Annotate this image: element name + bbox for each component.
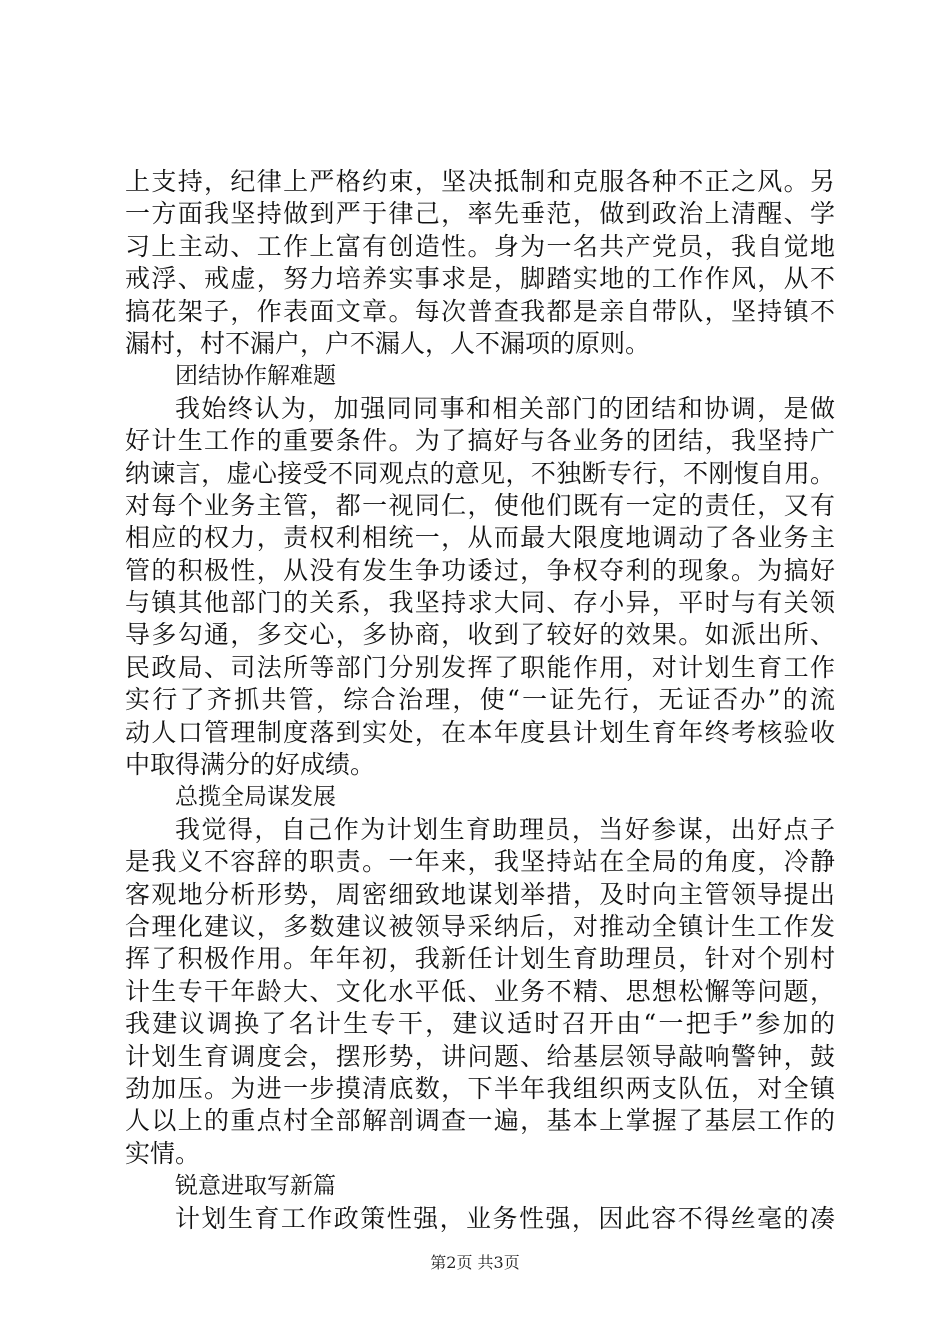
paragraph-line: 计划生育调度会，摆形势，讲问题、给基层领导敲响警钟，鼓 [125, 1041, 835, 1071]
paragraph-line: 相应的权力，责权利相统一，从而最大限度地调动了各业务主 [125, 523, 835, 553]
body-paragraph [125, 1203, 835, 1235]
page-footer: 第2页 共3页 [430, 1253, 520, 1272]
paragraph-line: 中取得满分的好成绩。 [125, 750, 376, 780]
section-heading [125, 781, 835, 813]
body-paragraph [125, 814, 835, 1170]
paragraph-line: 客观地分析形势，周密细致地谋划举措，及时向主管领导提出 [125, 879, 835, 909]
paragraph-line: 漏村，村不漏户，户不漏人，人不漏项的原则。 [125, 328, 651, 358]
section-heading [125, 360, 835, 392]
paragraph-line: 上支持，纪律上严格约束，坚决抵制和克服各种不正之风。另 [125, 167, 835, 196]
paragraph-line: 与镇其他部门的关系，我坚持求大同、存小异，平时与有关领 [125, 588, 835, 618]
paragraph-line: 合理化建议，多数建议被领导采纳后，对推动全镇计生工作发 [125, 911, 835, 941]
paragraph-line: 计划生育工作政策性强，业务性强，因此容不得丝毫的凑 [175, 1203, 835, 1233]
paragraph-line: 实行了齐抓共管，综合治理，使“一证先行，无证否办”的流 [125, 685, 835, 715]
body-paragraph [125, 166, 835, 360]
paragraph-line: 搞花架子，作表面文章。每次普查我都是亲自带队，坚持镇不 [125, 296, 835, 326]
paragraph-line: 我始终认为，加强同同事和相关部门的团结和协调，是做 [175, 393, 835, 423]
paragraph-line: 动人口管理制度落到实处，在本年度县计划生育年终考核验收 [125, 717, 835, 747]
paragraph-line: 对每个业务主管，都一视同仁，使他们既有一定的责任，又有 [125, 490, 835, 520]
paragraph-line: 戒浮、戒虚，努力培养实事求是，脚踏实地的工作作风，从不 [125, 264, 835, 294]
body-paragraph [125, 393, 835, 782]
paragraph-line: 导多勾通，多交心，多协商，收到了较好的效果。如派出所、 [125, 620, 835, 650]
paragraph-line: 实情。 [125, 1138, 201, 1168]
paragraph-line: 管的积极性，从没有发生争功诿过，争权夺利的现象。为搞好 [125, 555, 835, 585]
paragraph-line: 好计生工作的重要条件。为了搞好与各业务的团结，我坚持广 [125, 426, 835, 456]
document-body [125, 166, 835, 1235]
paragraph-line: 是我义不容辞的职责。一年来，我坚持站在全局的角度，冷静 [125, 847, 835, 877]
paragraph-line: 民政局、司法所等部门分别发挥了职能作用，对计划生育工作 [125, 652, 835, 682]
paragraph-line: 纳谏言，虚心接受不同观点的意见，不独断专行，不刚愎自用。 [125, 458, 835, 488]
heading-text: 锐意进取写新篇 [175, 1173, 336, 1200]
paragraph-line: 一方面我坚持做到严于律己，率先垂范，做到政治上清醒、学 [125, 199, 835, 229]
paragraph-line: 计生专干年龄大、文化水平低、业务不精、思想松懈等问题， [125, 976, 835, 1006]
paragraph-line: 我建议调换了名计生专干，建议适时召开由“一把手”参加的 [125, 1009, 835, 1039]
section-heading [125, 1170, 835, 1202]
paragraph-line: 劲加压。为进一步摸清底数，下半年我组织两支队伍，对全镇 [125, 1073, 835, 1103]
heading-text: 总揽全局谋发展 [175, 784, 336, 811]
paragraph-line: 挥了积极作用。年年初，我新任计划生育助理员，针对个别村 [125, 944, 835, 974]
paragraph-line: 习上主动、工作上富有创造性。身为一名共产党员，我自觉地 [125, 231, 835, 261]
heading-text: 团结协作解难题 [175, 363, 336, 390]
paragraph-line: 人以上的重点村全部解剖调查一遍，基本上掌握了基层工作的 [125, 1106, 835, 1136]
paragraph-line: 我觉得，自己作为计划生育助理员，当好参谋，出好点子 [175, 814, 835, 844]
